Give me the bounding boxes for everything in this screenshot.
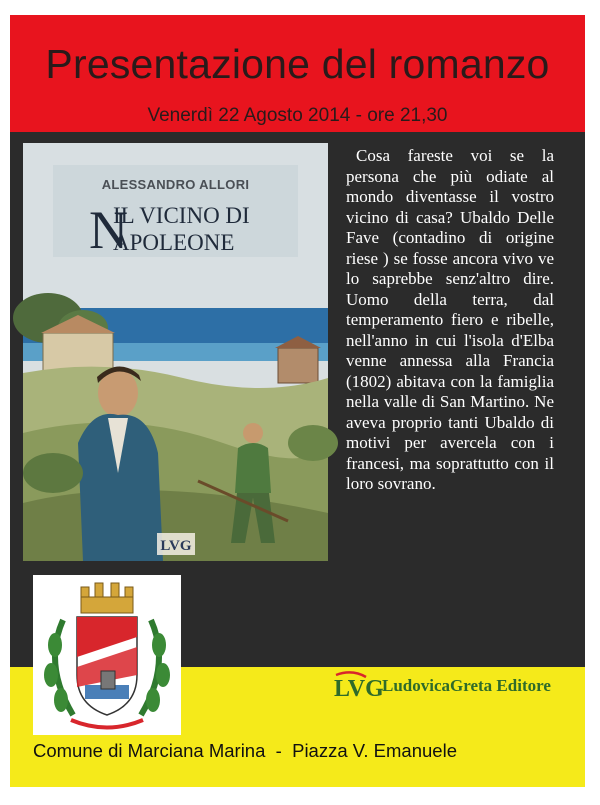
svg-text:LVG: LVG xyxy=(160,538,192,554)
cover-author: ALESSANDRO ALLORI xyxy=(101,177,250,192)
cover-publisher-logo xyxy=(157,533,195,555)
book-cover xyxy=(23,143,328,561)
cover-title-line2: APOLEONE xyxy=(113,230,235,255)
cover-title-initial: N xyxy=(89,200,128,260)
publisher-logo-icon xyxy=(332,671,384,702)
venue-address: Comune di Marciana Marina - Piazza V. Emanuele xyxy=(33,740,457,761)
event-title: Presentazione del romanzo xyxy=(45,41,550,87)
publisher-brand xyxy=(332,669,551,703)
publisher-name: LudovicaGreta Editore xyxy=(382,676,551,695)
header-banner xyxy=(10,15,585,132)
book-description: Cosa fareste voi se la persona che più odiate al mondo diventasse il vostro vicino di casa? Ubaldo Delle Fave (contadino di origine riese ) se fosse ancora vivo ve lo saprebbe senz'altro dire. Uomo della terra, dal temperamento fiero e ribelle, nell'anno in cui l'isola d'Elba venne annessa alla Francia (1802) abitava con la famiglia nella valle di San Martino. Ne aveva proprio tanti Ubaldo di motivi per avercela con i francesi, ma soprattutto con il loro sovrano. xyxy=(346,146,554,493)
municipal-crest xyxy=(33,575,181,735)
cover-title-line1: IL VICINO DI xyxy=(113,203,250,228)
coat-of-arms-icon xyxy=(33,575,181,735)
svg-text:LVG: LVG xyxy=(334,676,384,702)
event-date: Venerdì 22 Agosto 2014 - ore 21,30 xyxy=(147,105,448,126)
